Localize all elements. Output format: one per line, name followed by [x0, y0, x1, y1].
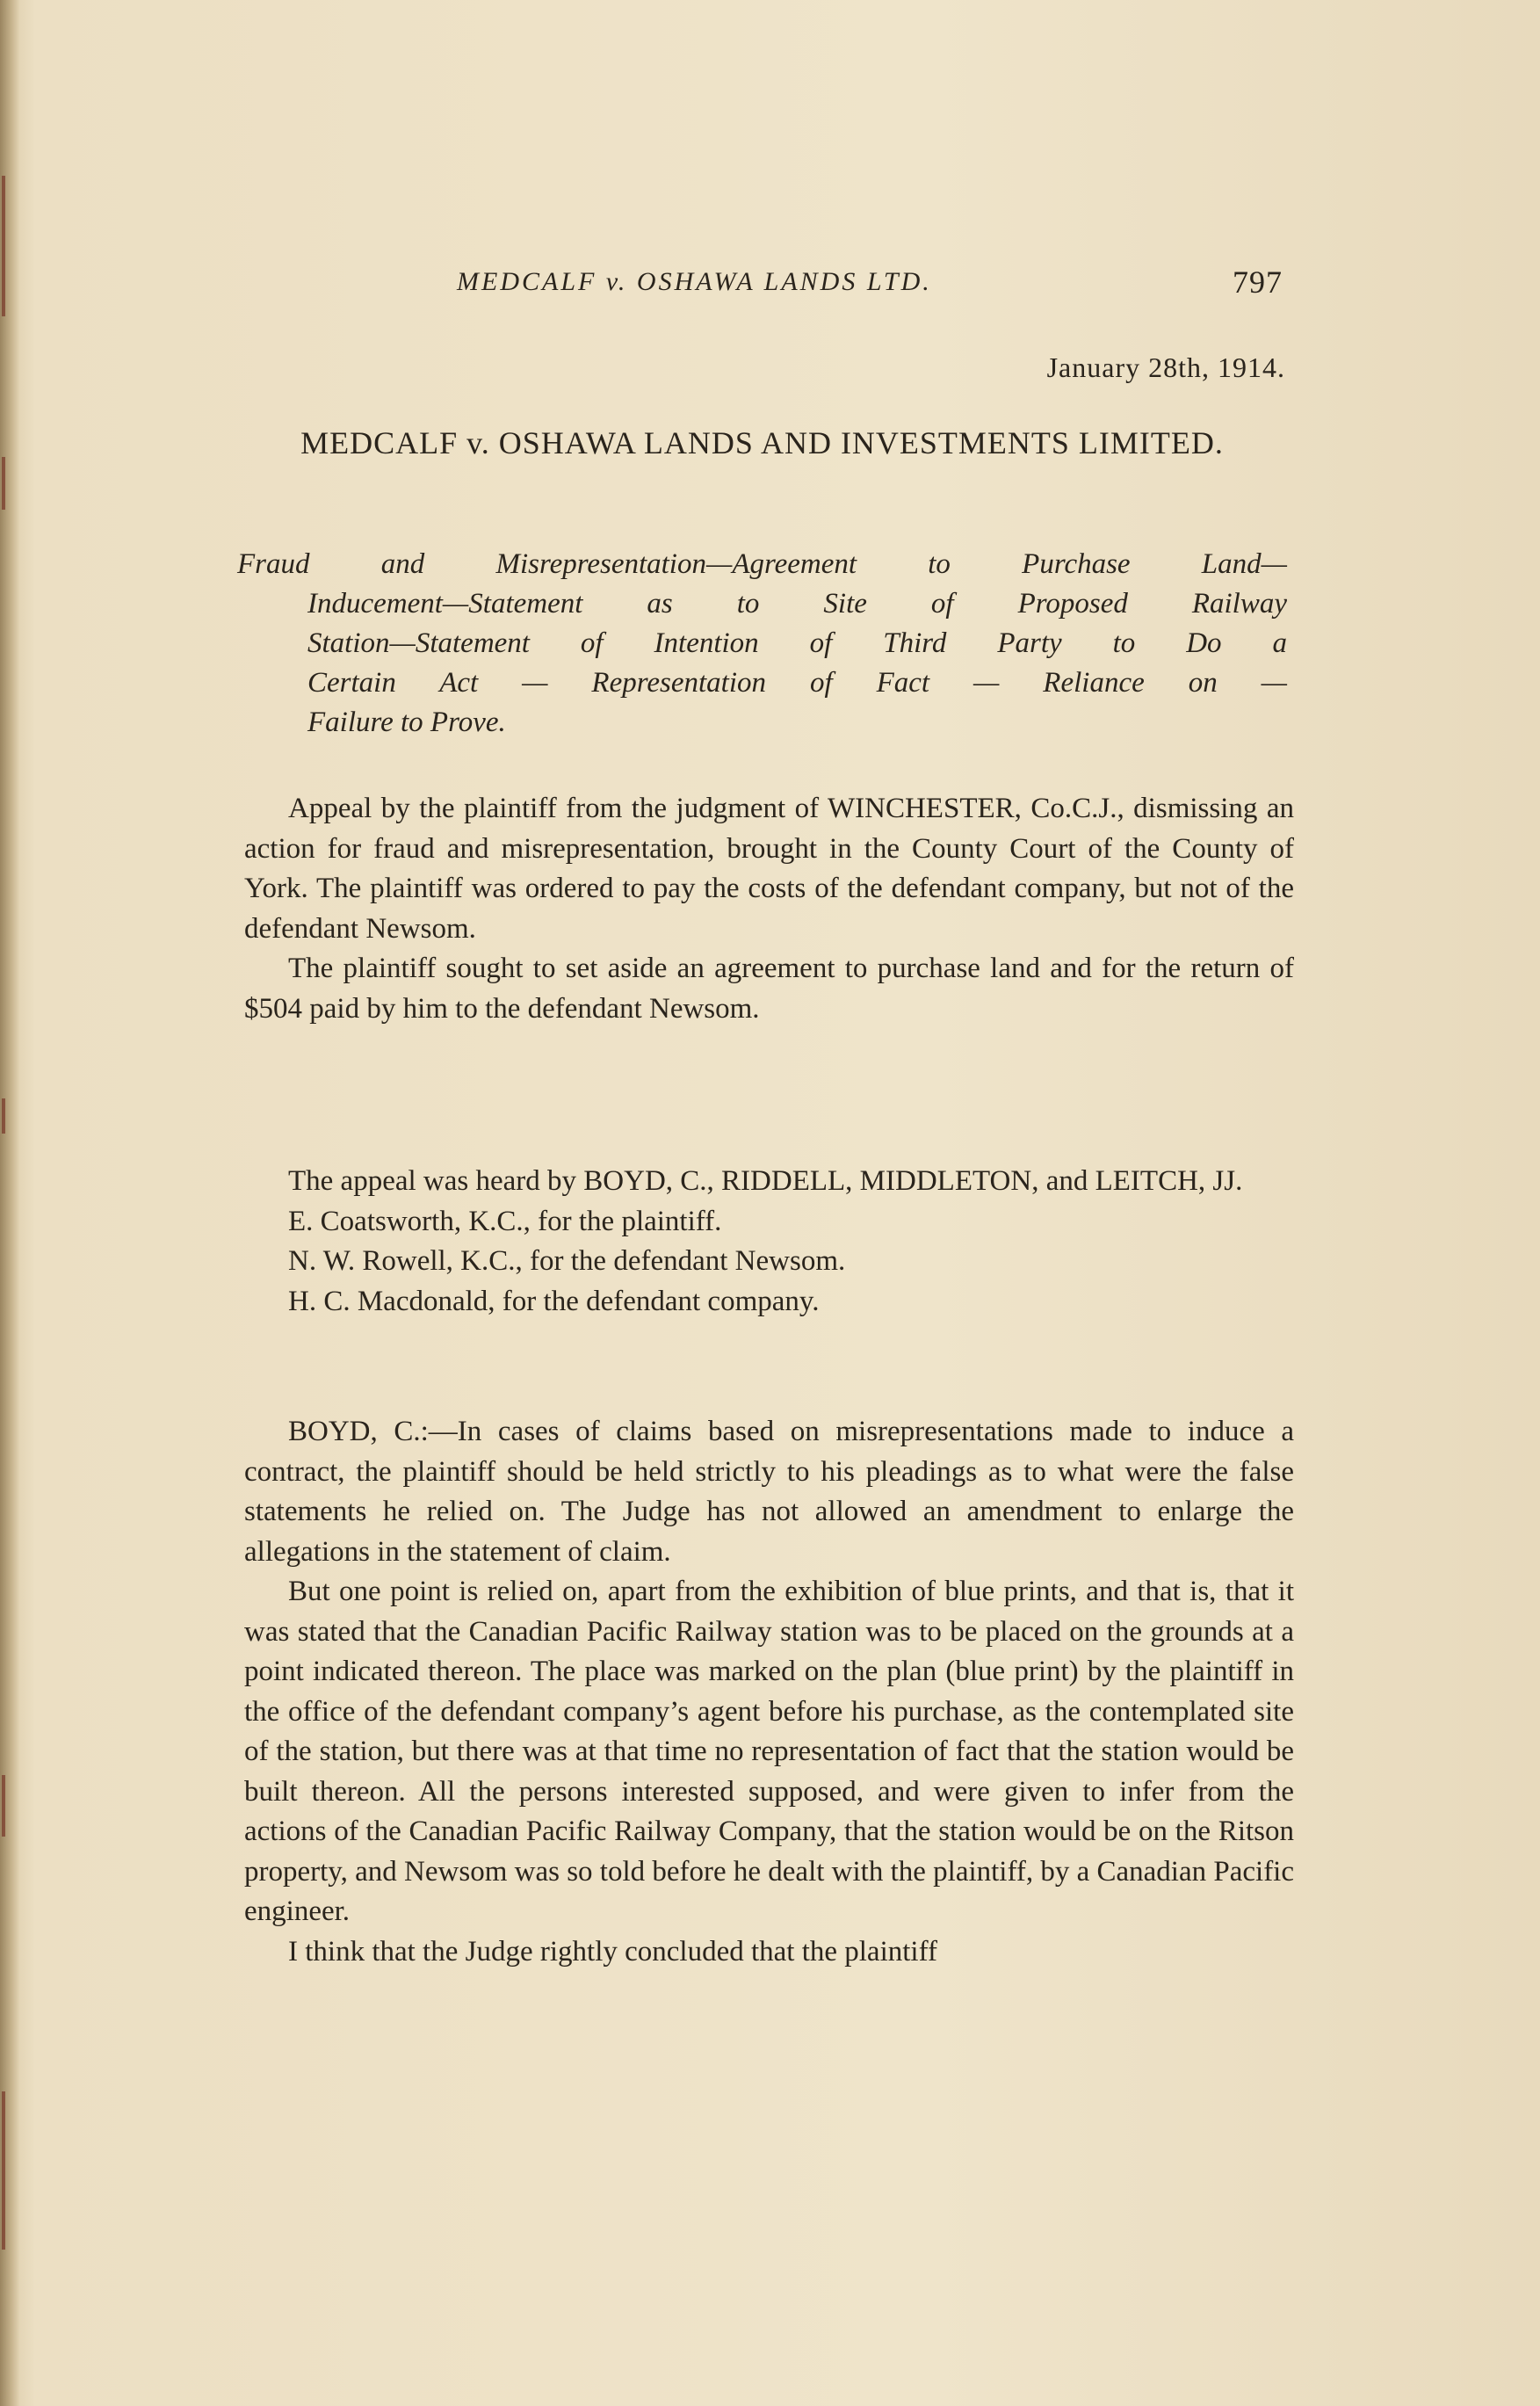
intro-paragraph: The plaintiff sought to set aside an agreement to purchase land and for the return of $504 paid by him to the defendant Newsom.	[244, 953, 1294, 1025]
counsel-line: H. C. Macdonald, for the defendant company.	[288, 1285, 820, 1317]
headnote-line: Fraud and Misrepresentation—Agreement to Purchase Land—	[237, 548, 1287, 580]
headnote-line: Certain Act — Representation of Fact — Reliance on —	[307, 667, 1287, 699]
hearing-section	[244, 1162, 1294, 1322]
judgment-paragraph: I think that the Judge rightly concluded that the plaintiff	[288, 1935, 937, 1968]
spine-mark	[2, 457, 5, 510]
spine-mark	[2, 1098, 5, 1134]
spine-mark	[2, 176, 5, 316]
running-head-title: MEDCALF v. OSHAWA LANDS LTD.	[457, 267, 932, 296]
judgment-section	[244, 1412, 1294, 1972]
intro-paragraph: Appeal by the plaintiff from the judgment of WINCHESTER, Co.C.J., dismissing an action for fraud and misrepresentation, brought in the County Court of the County of York. The plaintiff was ordered to pay the costs of the defendant company, but not of the defendant Newsom.	[244, 793, 1294, 945]
running-head	[457, 264, 1283, 308]
decision-date: January 28th, 1914.	[1046, 351, 1285, 383]
intro-section	[244, 789, 1294, 1029]
spine-mark	[2, 1775, 5, 1837]
page-number: 797	[1233, 265, 1283, 300]
headnote-line: Failure to Prove.	[307, 707, 506, 738]
book-spine	[0, 0, 19, 2406]
case-title: MEDCALF v. OSHAWA LANDS AND INVESTMENTS LIMITED.	[300, 425, 1224, 460]
judgment-paragraph: BOYD, C.:—In cases of claims based on misrepresentations made to induce a contract, the plaintiff should be held strictly to his pleadings as to what were the false statements he relied on. The Judge has not allowed an amendment to enlarge the allegations in the statement of claim.	[244, 1416, 1294, 1568]
headnote	[237, 545, 1287, 743]
headnote-line: Inducement—Statement as to Site of Proposed Railway	[307, 588, 1287, 620]
bench-paragraph: The appeal was heard by BOYD, C., RIDDELL, MIDDLETON, and LEITCH, JJ.	[288, 1165, 1243, 1197]
spine-mark	[2, 2091, 5, 2250]
counsel-line: E. Coatsworth, K.C., for the plaintiff.	[288, 1205, 722, 1237]
counsel-line: N. W. Rowell, K.C., for the defendant Newsom.	[288, 1245, 846, 1277]
judgment-paragraph: But one point is relied on, apart from the exhibition of blue prints, and that is, that it was stated that the Canadian Pacific Railway station was to be placed on the grounds at a point indicated thereon. The place was marked on the plan (blue print) by the plaintiff in the office of the defendant company’s agent before his purchase, as the contemplated site of the station, but there was at that time no representation of fact that the station would be built thereon. All the persons interested supposed, and were given to infer from the actions of the Canadian Pacific Railway Company, that the station would be on the Ritson property, and Newsom was so told before he dealt with the plaintiff, by a Canadian Pacific engineer.	[244, 1576, 1294, 1927]
headnote-line: Station—Statement of Intention of Third Party to Do a	[307, 627, 1287, 659]
